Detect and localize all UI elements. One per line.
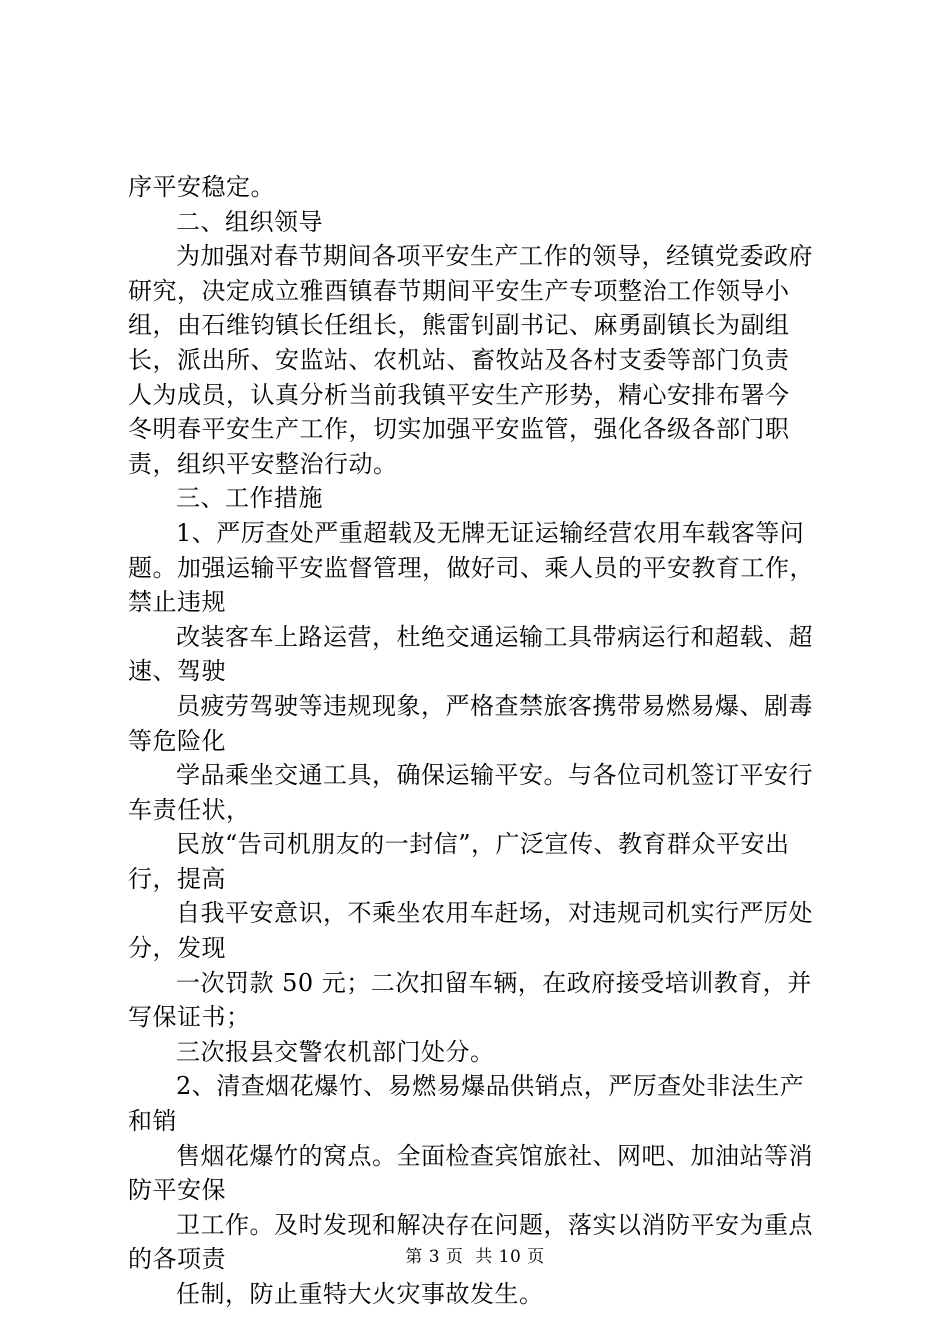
- text-line: 冬明春平安生产工作，切实加强平安监管，强化各级各部门职: [128, 415, 790, 444]
- text-line: 防平安保: [128, 1176, 226, 1205]
- text-line: 员疲劳驾驶等违规现象，严格查禁旅客携带易燃易爆、剧毒: [176, 691, 813, 720]
- page-number: 第 3 页: [405, 1247, 464, 1267]
- text-line: 卫工作。及时发现和解决存在问题，落实以消防平安为重点: [176, 1210, 813, 1239]
- text-line: 组，由石维钧镇长任组长，熊雷钊副书记、麻勇副镇长为副组: [128, 311, 790, 340]
- text-line: 改装客车上路运营，杜绝交通运输工具带病运行和超载、超: [176, 622, 813, 651]
- text-line: 的各项责: [128, 1245, 226, 1274]
- text-line: 速、驾驶: [128, 657, 226, 686]
- text-line: 一次罚款 50 元；二次扣留车辆，在政府接受培训教育，并: [176, 968, 812, 997]
- text-line: 学品乘坐交通工具，确保运输平安。与各位司机签订平安行: [176, 761, 813, 790]
- text-line: 人为成员，认真分析当前我镇平安生产形势，精心安排布署今: [128, 380, 790, 409]
- text-line: 2、清查烟花爆竹、易燃易爆品供销点，严厉查处非法生产: [176, 1072, 805, 1101]
- text-line: 车责任状，: [128, 795, 251, 824]
- text-line: 研究，决定成立雅酉镇春节期间平安生产专项整治工作领导小: [128, 276, 790, 305]
- text-line: 行，提高: [128, 864, 226, 893]
- text-line: 任制，防止重特大火灾事故发生。: [176, 1280, 544, 1308]
- text-line: 责，组织平安整治行动。: [128, 449, 398, 478]
- text-line: 写保证书；: [128, 1003, 251, 1032]
- section-heading: 三、工作措施: [176, 484, 323, 513]
- text-line: 序平安稳定。: [128, 173, 275, 201]
- text-line: 等危险化: [128, 726, 226, 755]
- text-line: 分，发现: [128, 934, 226, 963]
- text-line: 和销: [128, 1107, 177, 1136]
- text-line: 题。加强运输平安监督管理，做好司、乘人员的平安教育工作，: [128, 553, 814, 582]
- section-heading: 二、组织领导: [176, 207, 323, 236]
- text-line: 长，派出所、安监站、农机站、畜牧站及各村支委等部门负责: [128, 345, 790, 374]
- text-line: 民放“告司机朋友的一封信”，广泛宣传、教育群众平安出: [176, 830, 790, 859]
- text-line: 为加强对春节期间各项平安生产工作的领导，经镇党委政府: [176, 242, 813, 271]
- text-line: 售烟花爆竹的窝点。全面检查宾馆旅社、网吧、加油站等消: [176, 1141, 813, 1170]
- page-footer: [0, 1242, 950, 1267]
- text-line: 1、严厉查处严重超载及无牌无证运输经营农用车载客等问: [176, 518, 805, 547]
- text-line: 三次报县交警农机部门处分。: [176, 1037, 495, 1066]
- total-pages: 共 10 页: [475, 1247, 545, 1267]
- text-line: 禁止违规: [128, 588, 226, 617]
- body-text: [128, 170, 828, 1312]
- text-line: 自我平安意识，不乘坐农用车赶场，对违规司机实行严厉处: [176, 899, 813, 928]
